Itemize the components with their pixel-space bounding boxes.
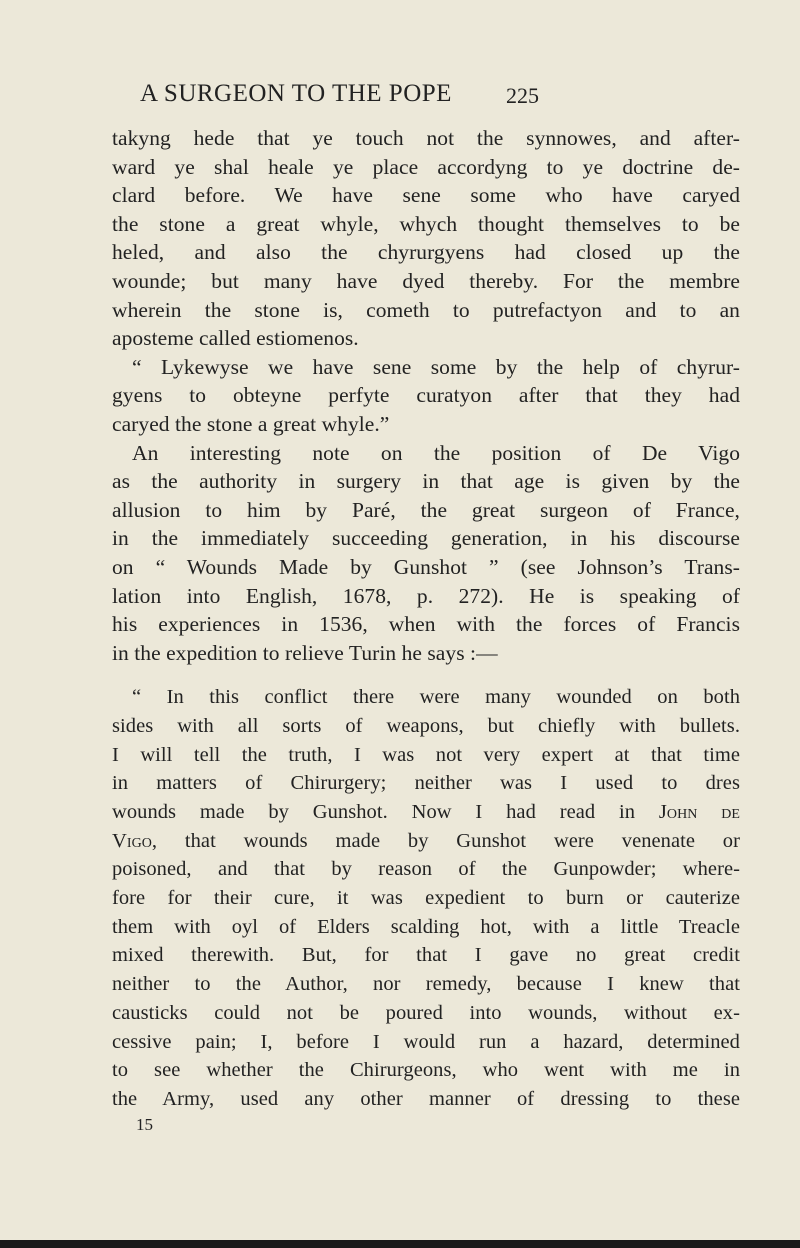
author-name: John de <box>658 801 740 824</box>
paragraph-2 <box>112 353 740 439</box>
text-line: as the authority in surgery in that age is given by the <box>112 469 740 494</box>
quote-line: them with oyl of Elders scalding hot, with a little Treacle <box>112 915 740 938</box>
text-line: ward ye shal heale ye place accordyng to ye doctrine de- <box>112 154 740 179</box>
text-line: lation into English, 1678, p. 272). He is speaking of <box>112 583 740 608</box>
page-bottom-edge <box>0 1240 800 1248</box>
quote-line: to see whether the Chirurgeons, who went with me in <box>112 1059 740 1082</box>
body-text <box>112 124 740 1136</box>
quote-line: the Army, used any other manner of dressing to these <box>112 1087 740 1110</box>
running-head <box>0 80 800 114</box>
text-line: on “ Wounds Made by Gunshot ” (see Johnson’s Trans- <box>112 554 740 579</box>
text-line: in the expedition to relieve Turin he says :— <box>112 640 498 665</box>
author-name: Vigo <box>112 829 152 852</box>
text-line: allusion to him by Paré, the great surgeon of France, <box>112 497 740 522</box>
page-number: 225 <box>506 83 539 108</box>
quote-line: fore for their cure, it was expedient to burn or cauterize <box>112 887 740 910</box>
quote-line: “ In this conflict there were many wounded on both <box>132 686 740 709</box>
text-line: the stone a great whyle, whych thought themselves to be <box>112 211 740 236</box>
paragraph-3 <box>112 439 740 668</box>
text-line: An interesting note on the position of De Vigo <box>132 440 740 465</box>
running-title: A SURGEON TO THE POPE <box>140 80 452 107</box>
text-line: wounde; but many have dyed thereby. For the membre <box>112 268 740 293</box>
quote-text: , that wounds made by Gunshot were venenate or <box>151 829 740 852</box>
quote-line <box>112 798 740 827</box>
text-line: his experiences in 1536, when with the forces of Francis <box>112 612 740 637</box>
block-quotation <box>112 683 740 1113</box>
text-line: clard before. We have sene some who have caryed <box>112 183 740 208</box>
quote-line: mixed therewith. But, for that I gave no great credit <box>112 944 740 967</box>
text-line: aposteme called estiomenos. <box>112 326 359 351</box>
quote-line: neither to the Author, nor remedy, because I knew that <box>112 973 740 996</box>
quote-line <box>112 827 740 856</box>
quote-line: in matters of Chirurgery; neither was I used to dres <box>112 772 740 795</box>
text-line: takyng hede that ye touch not the synnowes, and after- <box>112 126 740 150</box>
signature-mark: 15 <box>136 1114 154 1134</box>
paragraph-1 <box>112 124 740 353</box>
text-line: wherein the stone is, cometh to putrefactyon and to an <box>112 297 740 322</box>
text-line: heled, and also the chyrurgyens had closed up the <box>112 240 740 265</box>
text-line: caryed the stone a great whyle.” <box>112 411 390 436</box>
text-line: “ Lykewyse we have sene some by the help of chyrur- <box>132 354 740 379</box>
quote-line: I will tell the truth, I was not very expert at that time <box>112 743 740 766</box>
quote-line: causticks could not be poured into wounds, without ex- <box>112 1001 740 1024</box>
quote-line: sides with all sorts of weapons, but chiefly with bullets. <box>112 714 740 737</box>
quote-line: cessive pain; I, before I would run a hazard, determined <box>112 1030 740 1053</box>
quote-line: poisoned, and that by reason of the Gunpowder; where- <box>112 858 740 881</box>
text-line: in the immediately succeeding generation, in his discourse <box>112 526 740 551</box>
text-line: gyens to obteyne perfyte curatyon after that they had <box>112 383 740 408</box>
quote-text: wounds made by Gunshot. Now I had read in <box>112 801 659 824</box>
